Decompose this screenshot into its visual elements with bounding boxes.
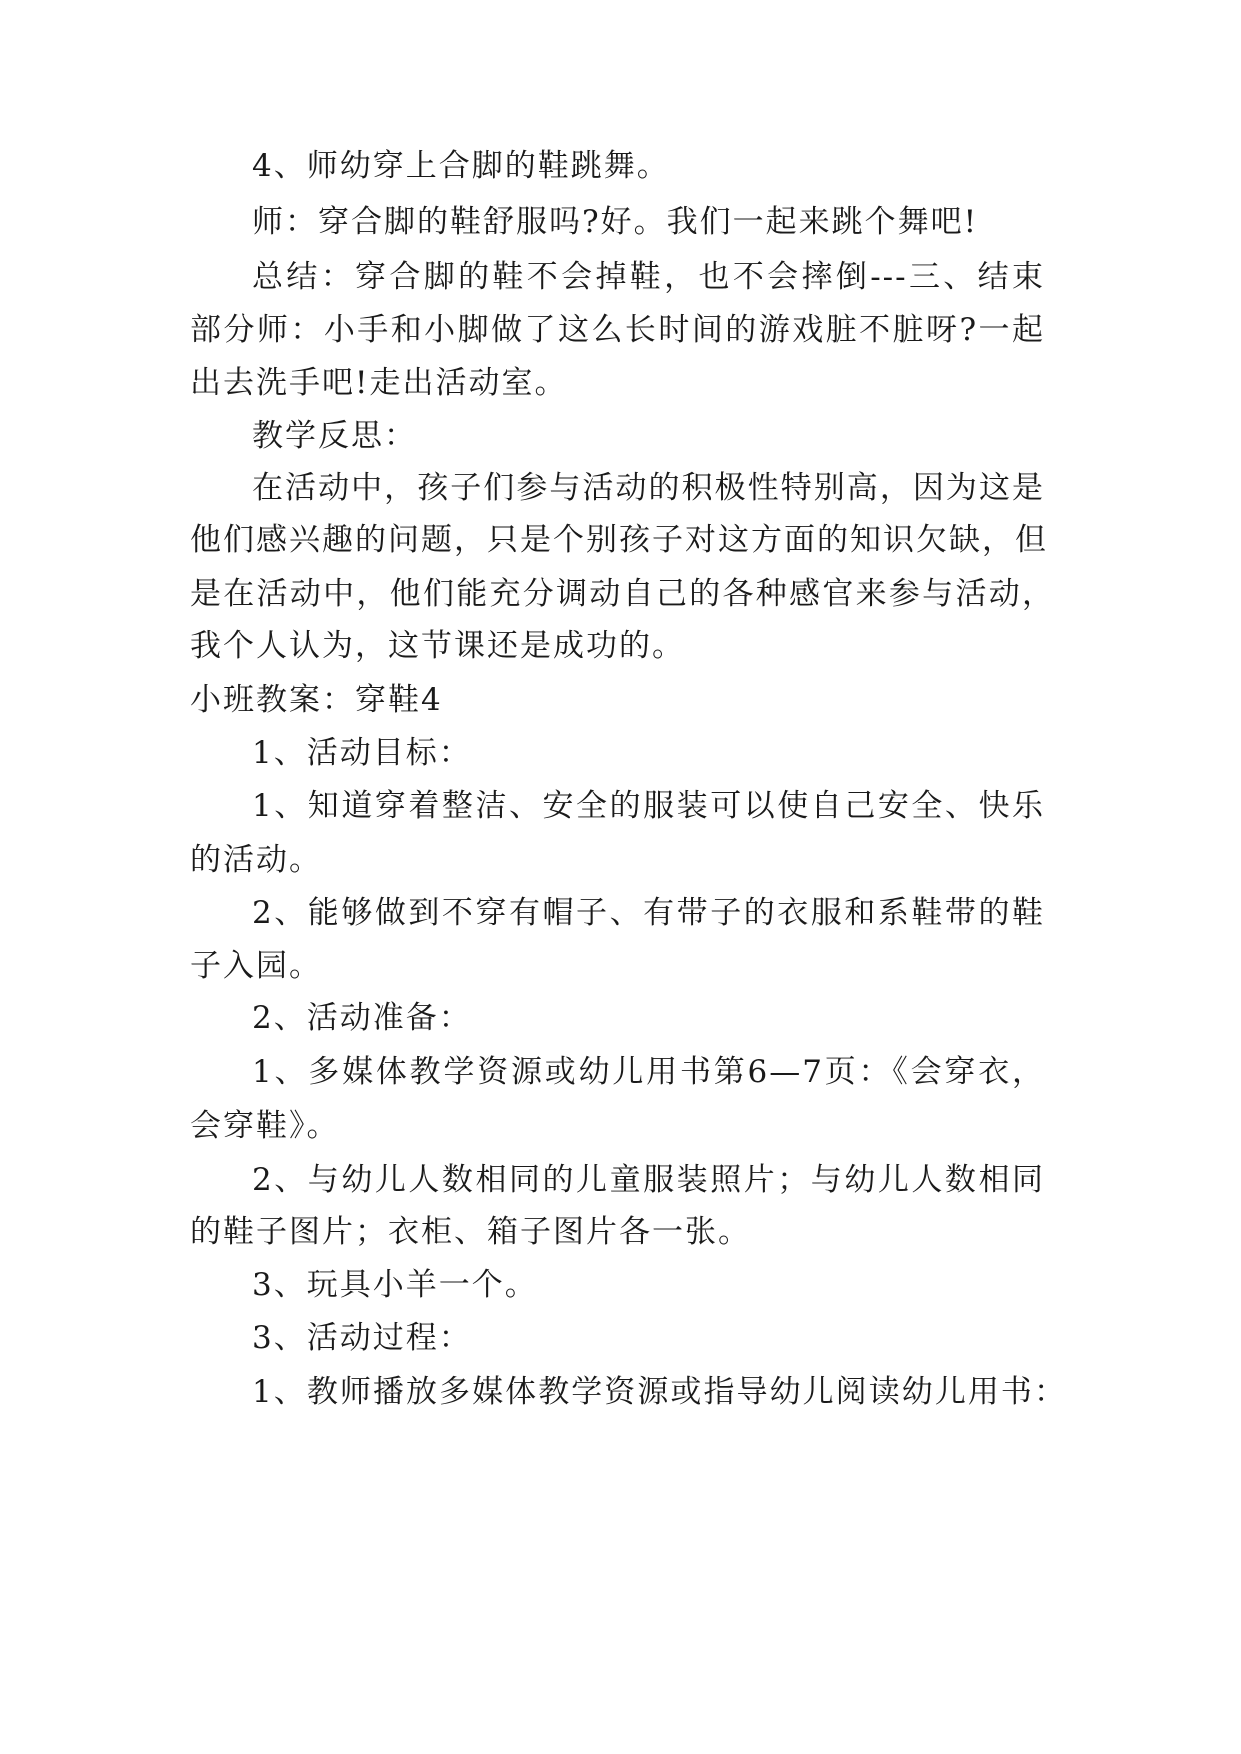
paragraph-line: 1、教师播放多媒体教学资源或指导幼儿阅读幼儿用书：	[252, 1374, 1067, 1410]
paragraph-line: 师：穿合脚的鞋舒服吗?好。我们一起来跳个舞吧!	[252, 204, 979, 240]
paragraph-line: 在活动中，孩子们参与活动的积极性特别高，因为这是	[252, 470, 1045, 506]
section-title: 小班教案：穿鞋4	[190, 682, 443, 718]
paragraph-line: 的活动。	[190, 842, 322, 878]
paragraph-line: 2、与幼儿人数相同的儿童服装照片；与幼儿人数相同	[252, 1162, 1045, 1198]
paragraph-line: 我个人认为，这节课还是成功的。	[190, 628, 685, 664]
paragraph-line: 4、师幼穿上合脚的鞋跳舞。	[252, 148, 670, 184]
section-heading: 教学反思：	[252, 418, 417, 454]
section-heading: 3、活动过程：	[252, 1320, 472, 1356]
paragraph-line: 是在活动中，他们能充分调动自己的各种感官来参与活动，	[190, 576, 1055, 612]
paragraph-line: 2、能够做到不穿有帽子、有带子的衣服和系鞋带的鞋	[252, 895, 1045, 931]
paragraph-line: 部分师：小手和小脚做了这么长时间的游戏脏不脏呀?一起	[190, 312, 1045, 348]
paragraph-line: 会穿鞋》。	[190, 1108, 340, 1144]
paragraph-line: 1、多媒体教学资源或幼儿用书第6—7页：《会穿衣，	[252, 1054, 1045, 1090]
paragraph-line: 出去洗手吧!走出活动室。	[190, 365, 568, 401]
section-heading: 2、活动准备：	[252, 1000, 472, 1036]
paragraph-line: 的鞋子图片；衣柜、箱子图片各一张。	[190, 1214, 751, 1250]
section-heading: 1、活动目标：	[252, 735, 472, 771]
paragraph-line: 1、知道穿着整洁、安全的服装可以使自己安全、快乐	[252, 788, 1045, 824]
paragraph-line: 他们感兴趣的问题，只是个别孩子对这方面的知识欠缺，但	[190, 522, 1048, 558]
paragraph-line: 子入园。	[190, 948, 322, 984]
paragraph-line: 3、玩具小羊一个。	[252, 1267, 538, 1303]
paragraph-line: 总结：穿合脚的鞋不会掉鞋，也不会摔倒---三、结束	[252, 259, 1045, 295]
